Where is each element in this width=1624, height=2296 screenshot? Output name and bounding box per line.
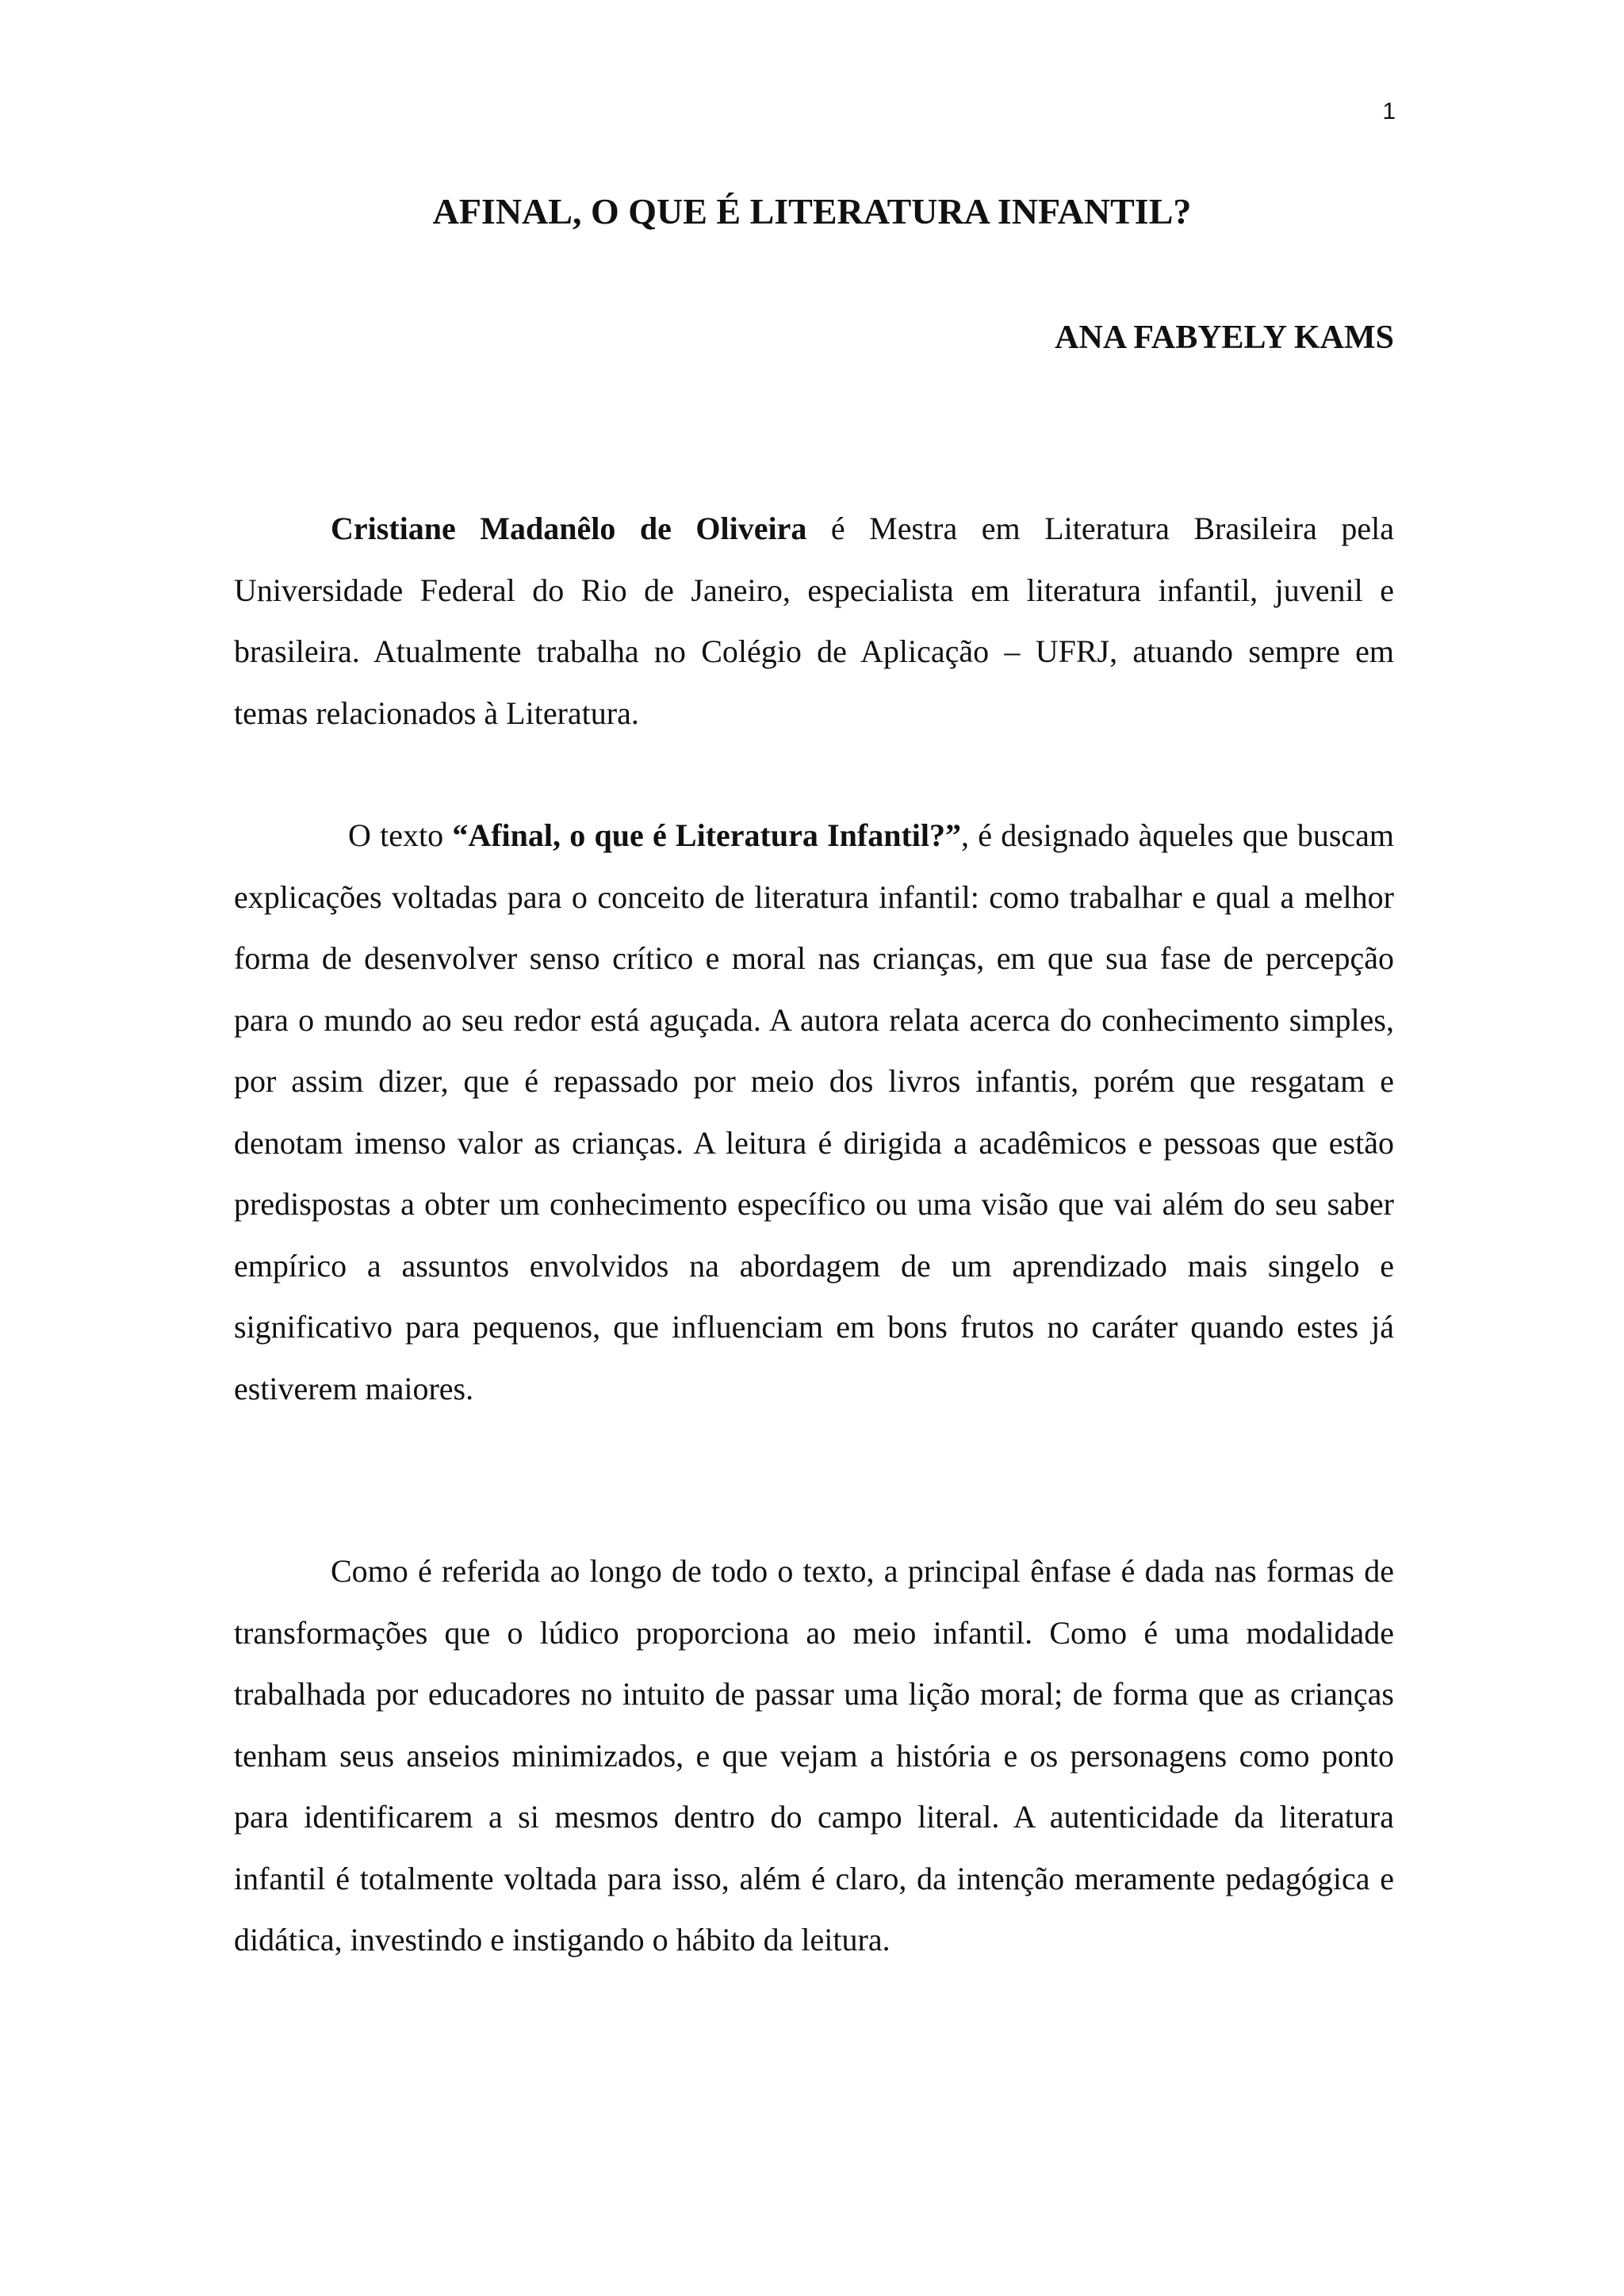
paragraph-emphasis bbox=[234, 1540, 1394, 1971]
emphasis-text: Como é referida ao longo de todo o texto, a principal ênfase é dada nas formas de transformações que o lúdico proporciona ao meio infantil. Como é uma modalidade trabalhada por educadores no intuito de passar uma lição moral; de forma que as crianças tenham seus anseios minimizados, e que vejam a história e os personagens como ponto para identificarem a si mesmos dentro do campo literal. A autenticidade da literatura infantil é totalmente voltada para isso, além é claro, da intenção meramente pedagógica e didática, investindo e instigando o hábito da leitura. bbox=[234, 1553, 1394, 1957]
paragraph-author-bio bbox=[234, 498, 1394, 744]
paragraph-text-summary bbox=[234, 805, 1394, 1419]
document-title: AFINAL, O QUE É LITERATURA INFANTIL? bbox=[432, 191, 1192, 232]
bio-text: é Mestra em Literatura Brasileira pela Universidade Federal do Rio de Janeiro, especialista em literatura infantil, juvenil e brasileira. Atualmente trabalha no Colégio de Aplicação – UFRJ, atuando sempre em temas relacionados à Literatura. bbox=[234, 511, 1394, 731]
summary-lead: O texto bbox=[348, 817, 453, 853]
summary-title-ref: “Afinal, o que é Literatura Infantil?” bbox=[452, 817, 962, 853]
summary-text: , é designado àqueles que buscam explicações voltadas para o conceito de literatura infantil: como trabalhar e qual a melhor forma de desenvolver senso crítico e moral nas crianças, em que sua fase de percepção para o mundo ao seu redor está aguçada. A autora relata acerca do conhecimento simples, por assim dizer, que é repassado por meio dos livros infantis, porém que resgatam e denotam imenso valor as crianças. A leitura é dirigida a acadêmicos e pessoas que estão predispostas a obter um conhecimento específico ou uma visão que vai além do seu saber empírico a assuntos envolvidos na abordagem de um aprendizado mais singelo e significativo para pequenos, que influenciam em bons frutos no caráter quando estes já estiverem maiores. bbox=[234, 817, 1395, 1406]
author-name: ANA FABYELY KAMS bbox=[1055, 320, 1394, 356]
bio-name: Cristiane Madanêlo de Oliveira bbox=[331, 511, 807, 546]
page-number: 1 bbox=[1382, 98, 1396, 124]
